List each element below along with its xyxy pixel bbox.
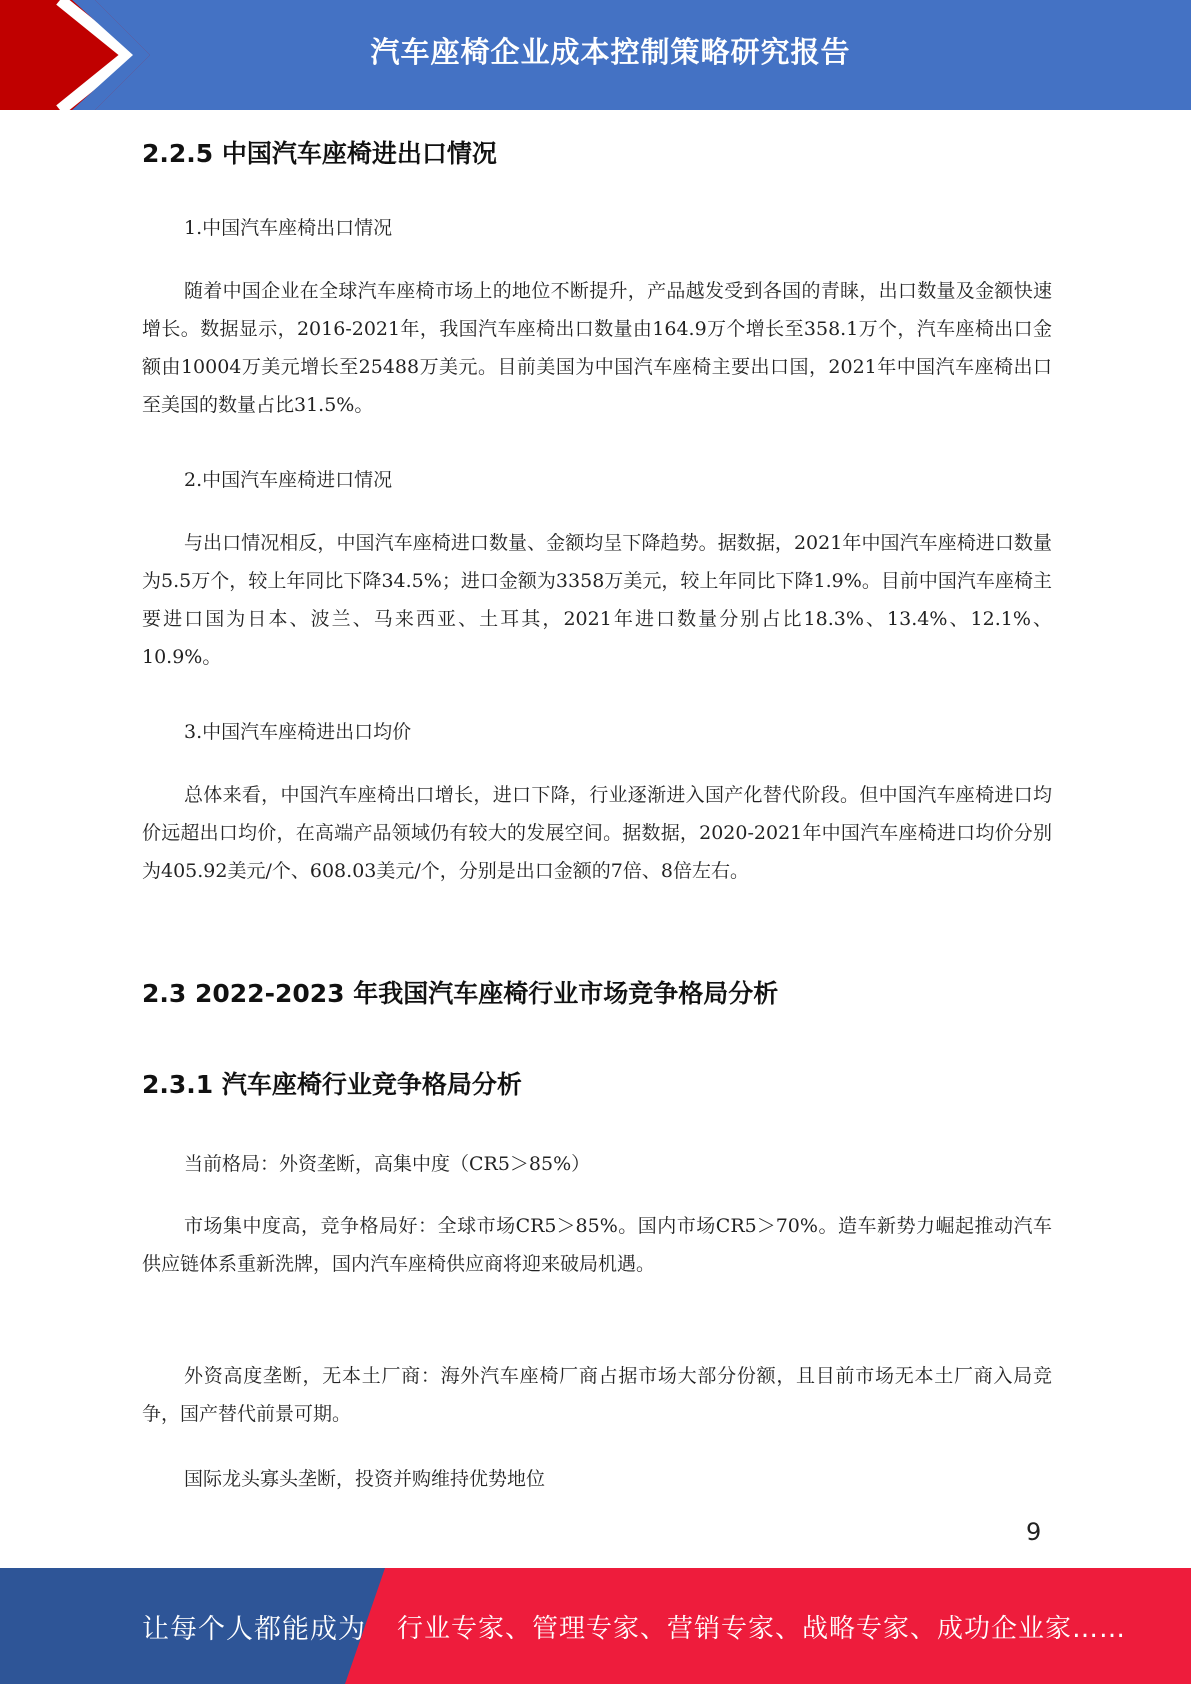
page-number: 9: [1026, 1518, 1042, 1546]
page-header: [0, 0, 1191, 110]
footer-slogan-right: 行业专家、管理专家、营销专家、战略专家、成功企业家……: [397, 1613, 1127, 1644]
paragraph-average-price: 总体来看，中国汽车座椅出口增长，进口下降，行业逐渐进入国产化替代阶段。但中国汽车座椅进口均价远超出口均价，在高端产品领域仍有较大的发展空间。据数据，2020-2021年中国汽车座椅进口均价分别为405.92美元/个、608.03美元/个，分别是出口金额的7倍、8倍左右。: [142, 784, 1052, 882]
subheading-export: 1.中国汽车座椅出口情况: [184, 217, 393, 239]
paragraph-concentration: 市场集中度高，竞争格局好：全球市场CR5＞85%。国内市场CR5＞70%。造车新势力崛起推动汽车供应链体系重新洗牌，国内汽车座椅供应商将迎来破局机遇。: [142, 1215, 1052, 1275]
section-heading-2-3: 2.3 2022-2023 年我国汽车座椅行业市场竞争格局分析: [142, 979, 779, 1008]
header-title: 汽车座椅企业成本控制策略研究报告: [370, 34, 851, 69]
paragraph-export: 随着中国企业在全球汽车座椅市场上的地位不断提升，产品越发受到各国的青睐，出口数量及金额快速增长。数据显示，2016-2021年，我国汽车座椅出口数量由164.9万个增长至358.1万个，汽车座椅出口金额由10004万美元增长至25488万美元。目前美国为中国汽车座椅主要出口国，2021年中国汽车座椅出口至美国的数量占比31.5%。: [142, 280, 1052, 416]
section-heading-2-3-1: 2.3.1 汽车座椅行业竞争格局分析: [142, 1070, 522, 1099]
subheading-oligopoly: 国际龙头寡头垄断，投资并购维持优势地位: [184, 1468, 546, 1490]
paragraph-foreign-monopoly: 外资高度垄断，无本土厂商：海外汽车座椅厂商占据市场大部分份额，且目前市场无本土厂商入局竞争，国产替代前景可期。: [142, 1365, 1052, 1425]
subheading-import: 2.中国汽车座椅进口情况: [184, 469, 393, 491]
page-footer: [0, 1568, 1191, 1684]
section-heading-2-2-5: 2.2.5 中国汽车座椅进出口情况: [142, 139, 497, 168]
subheading-average-price: 3.中国汽车座椅进出口均价: [184, 721, 412, 743]
footer-slogan-left: 让每个人都能成为: [142, 1613, 366, 1645]
paragraph-import: 与出口情况相反，中国汽车座椅进口数量、金额均呈下降趋势。据数据，2021年中国汽车座椅进口数量为5.5万个，较上年同比下降34.5%；进口金额为3358万美元，较上年同比下降1.9%。目前中国汽车座椅主要进口国为日本、波兰、马来西亚、土耳其，2021年进口数量分别占比18.3%、13.4%、12.1%、10.9%。: [142, 532, 1052, 668]
subheading-current-pattern: 当前格局：外资垄断，高集中度（CR5＞85%）: [184, 1153, 591, 1175]
